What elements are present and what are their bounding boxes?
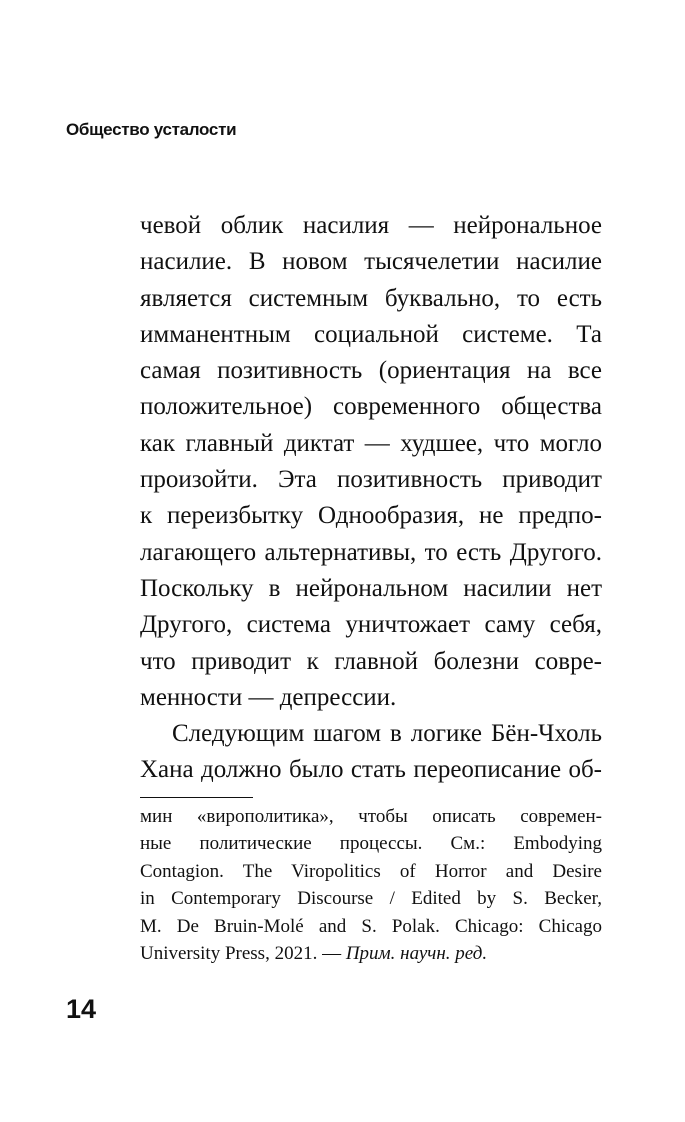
footnote-line-2: ные политические процессы. См.: Embodying	[140, 833, 602, 855]
footnote	[140, 803, 602, 967]
body-line-10: лагающего альтернативы, то есть Другого.	[140, 538, 602, 566]
running-head: Общество усталости	[66, 120, 237, 139]
body-line-5: самая позитивность (ориентация на все	[140, 357, 602, 385]
body-line-8: произойти. Эта позитивность приводит	[140, 466, 602, 494]
body-line-15: Следующим шагом в логике Бён-Чхоль	[172, 720, 602, 748]
page-number: 14	[66, 994, 97, 1024]
body-line-9: к переизбытку Однообразия, не предпо-	[140, 502, 602, 530]
body-line-14: менности — депрессии.	[140, 683, 397, 711]
body-line-4: имманентным социальной системе. Та	[140, 320, 602, 348]
body-line-12: Другого, система уничтожает саму себя,	[140, 611, 602, 639]
body-line-13: что приводит к главной болезни совре-	[140, 647, 602, 675]
body-line-1: чевой облик насилия — нейрональное	[140, 212, 602, 239]
body-line-6: положительное) современного общества	[140, 393, 602, 421]
footnote-line-1: мин «вирополитика», чтобы описать современ-	[140, 806, 602, 827]
footnote-editor-note: Прим. научн. ред.	[345, 942, 488, 964]
body-line-11: Поскольку в нейрональном насилии нет	[140, 574, 602, 602]
footnote-line-6	[140, 940, 602, 967]
body-line-16: Хана должно было стать переописание об-	[140, 756, 602, 784]
body-line-3: является системным буквально, то есть	[140, 284, 602, 312]
footnote-citation-end: University Press, 2021. —	[140, 942, 342, 964]
body-line-7: как главный диктат — худшее, что могло	[140, 429, 602, 457]
footnote-line-5: M. De Bruin-Molé and S. Polak. Chicago: Chicago	[140, 915, 602, 937]
footnote-line-3: Contagion. The Viropolitics of Horror and Desire	[140, 860, 602, 882]
footnote-divider	[140, 797, 253, 798]
body-line-2: насилие. В новом тысячелетии насилие	[140, 248, 602, 276]
body-text	[140, 208, 602, 789]
footnote-line-4: in Contemporary Discourse / Edited by S. Becker,	[140, 888, 602, 910]
